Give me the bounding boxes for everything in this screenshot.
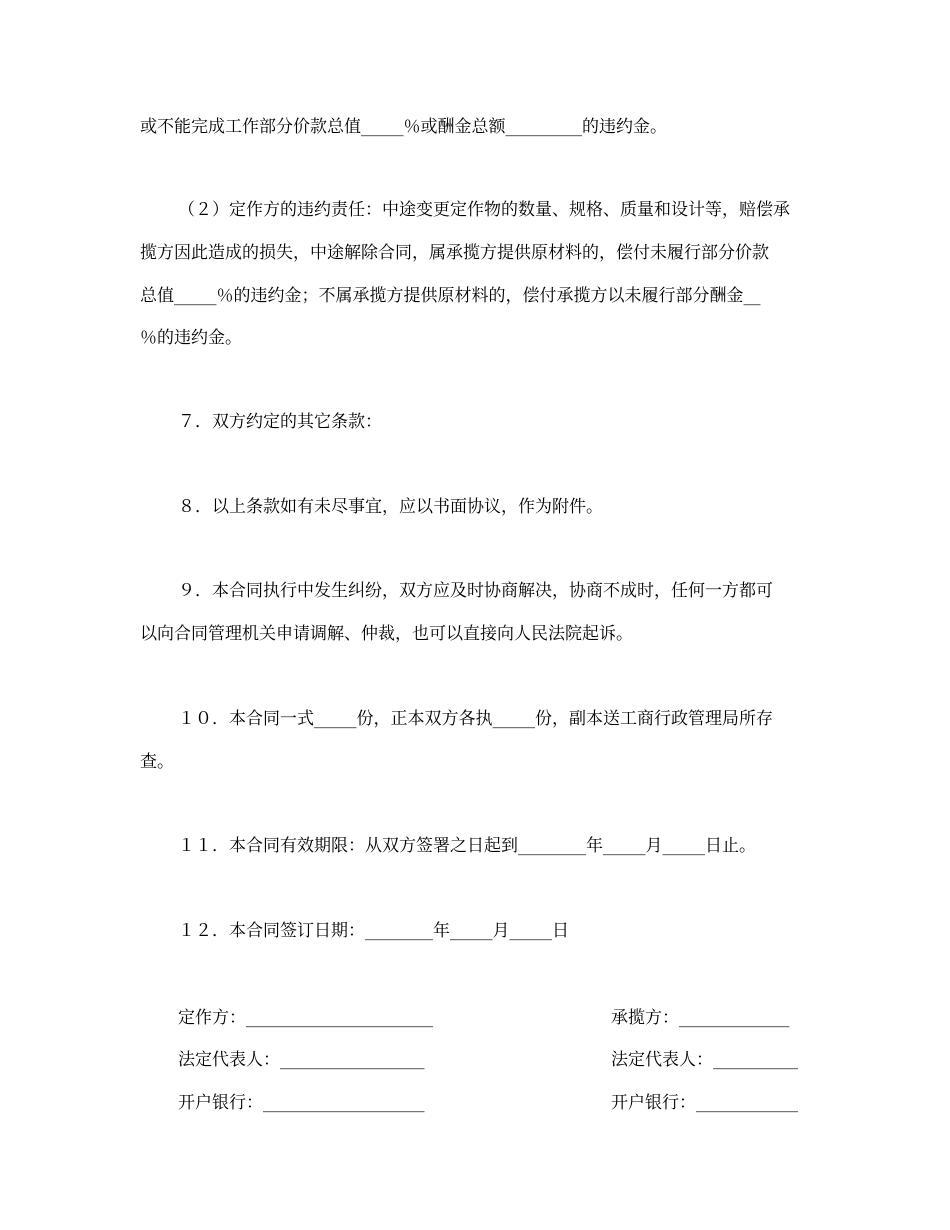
paragraph-line: ％的违约金。 xyxy=(140,328,242,348)
paragraph-line: ９．本合同执行中发生纠纷，双方应及时协商解决，协商不成时，任何一方都可 xyxy=(178,581,773,601)
paragraph-line: 总值_____％的违约金；不属承揽方提供原材料的，偿付承揽方以未履行部分酬金__ xyxy=(140,286,761,306)
signature-line-right: 法定代表人：__________ xyxy=(611,1050,798,1070)
paragraph-line: １２．本合同签订日期：________年_____月_____日 xyxy=(178,921,569,941)
paragraph-line: 查。 xyxy=(140,752,174,772)
paragraph-line: 或不能完成工作部分价款总值_____％或酬金总额_________的违约金。 xyxy=(140,117,667,137)
signature-line-left: 定作方：______________________ xyxy=(178,1008,433,1028)
paragraph-line: ８．以上条款如有未尽事宜，应以书面协议，作为附件。 xyxy=(178,497,603,517)
signature-line-right: 承揽方：_____________ xyxy=(611,1008,790,1028)
signature-line-left: 法定代表人：_________________ xyxy=(178,1050,425,1070)
paragraph-line: １１．本合同有效期限：从双方签署之日起到________年_____月_____日止。 xyxy=(178,836,756,856)
paragraph-line: 揽方因此造成的损失，中途解除合同，属承揽方提供原材料的，偿付未履行部分价款 xyxy=(140,243,769,263)
paragraph-line: １０．本合同一式_____份，正本双方各执_____份，副本送工商行政管理局所存 xyxy=(178,709,773,729)
paragraph-line: ７．双方约定的其它条款： xyxy=(178,412,382,432)
signature-line-right: 开户银行：____________ xyxy=(611,1093,798,1113)
paragraph-line: 以向合同管理机关申请调解、仲裁，也可以直接向人民法院起诉。 xyxy=(140,624,633,644)
signature-line-left: 开户银行：___________________ xyxy=(178,1093,425,1113)
paragraph-line: （２）定作方的违约责任：中途变更定作物的数量、规格、质量和设计等，赔偿承 xyxy=(178,200,790,220)
